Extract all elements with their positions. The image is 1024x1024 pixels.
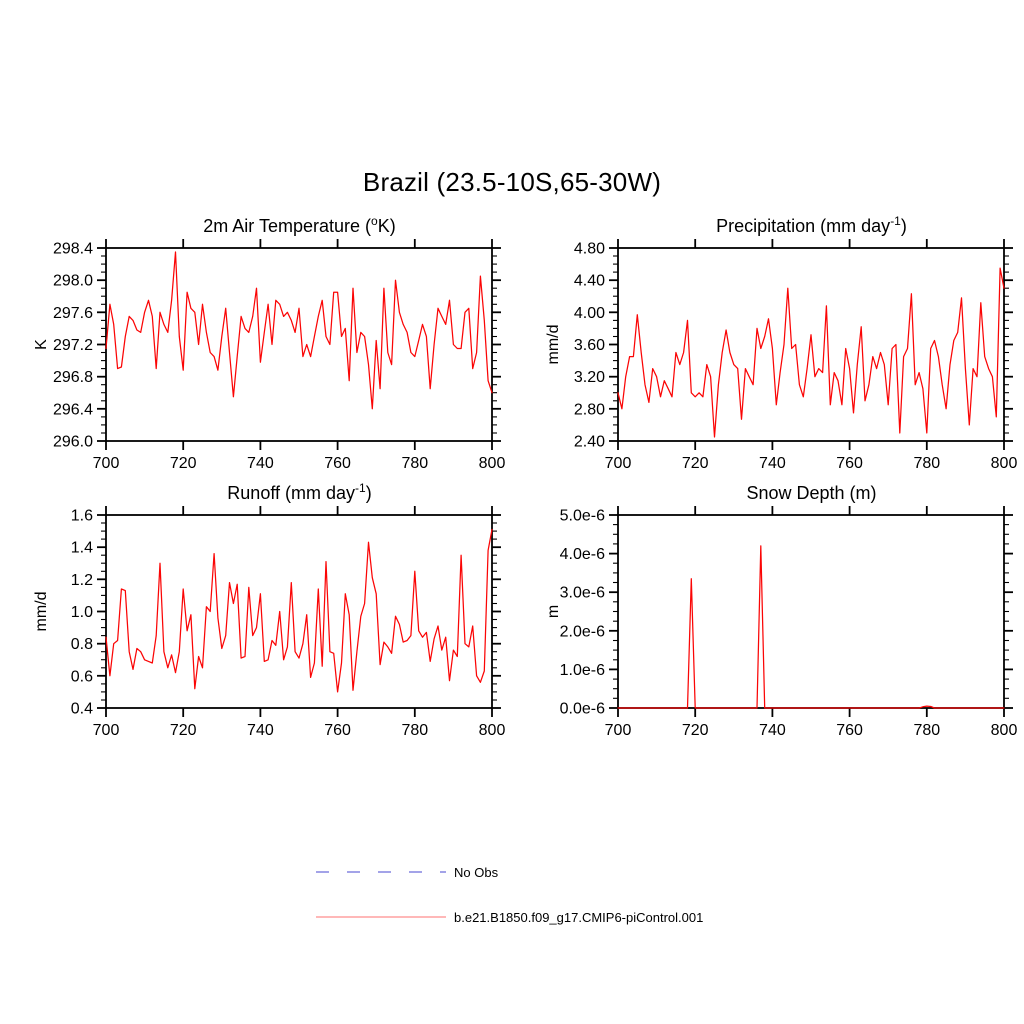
svg-text:296.4: 296.4 (52, 401, 93, 419)
panel-title-text: Snow Depth (m) (746, 483, 877, 503)
svg-text:3.20: 3.20 (573, 369, 605, 387)
svg-text:2.40: 2.40 (573, 433, 605, 451)
panel-title-text: Runoff (mm day (227, 483, 356, 503)
panel-runoff (0, 477, 512, 749)
no-obs-line-sample (315, 868, 447, 876)
svg-text:1.0e-6: 1.0e-6 (559, 661, 605, 679)
panel-title-text: ) (900, 216, 907, 236)
panel-temperature (0, 210, 512, 482)
series-line (618, 546, 1004, 708)
svg-text:297.2: 297.2 (52, 337, 93, 354)
y-axis (545, 508, 1013, 718)
svg-text:4.40: 4.40 (573, 272, 605, 290)
plot-frame (618, 248, 1004, 441)
plot-frame (618, 515, 1004, 708)
svg-text:760: 760 (836, 722, 863, 739)
x-axis (605, 506, 1018, 739)
svg-text:296.8: 296.8 (52, 369, 93, 387)
svg-text:1.2: 1.2 (70, 571, 93, 589)
svg-text:740: 740 (759, 722, 786, 739)
svg-text:1.0: 1.0 (70, 604, 93, 621)
legend-label-no-obs: No Obs (454, 864, 499, 880)
svg-text:800: 800 (990, 722, 1018, 739)
svg-text:720: 720 (681, 455, 709, 472)
svg-text:720: 720 (169, 455, 197, 472)
svg-text:780: 780 (913, 722, 941, 739)
svg-text:5.0e-6: 5.0e-6 (559, 507, 605, 525)
svg-text:297.6: 297.6 (52, 304, 93, 322)
panel-title-sup: -1 (355, 481, 366, 495)
svg-text:2.0e-6: 2.0e-6 (559, 623, 605, 641)
panel-title-sup: -1 (890, 214, 901, 228)
svg-text:4.00: 4.00 (573, 304, 605, 322)
plot-frame (106, 515, 492, 708)
svg-text:2.80: 2.80 (573, 401, 605, 419)
svg-text:0.8: 0.8 (70, 636, 93, 654)
svg-text:298.0: 298.0 (52, 272, 93, 290)
y-axis (33, 508, 501, 718)
temperature-chart (0, 210, 512, 482)
svg-text:780: 780 (401, 722, 429, 739)
figure-title: Brazil (23.5-10S,65-30W) (362, 167, 662, 197)
y-axis (545, 241, 1013, 451)
svg-text:1.4: 1.4 (70, 539, 93, 557)
svg-text:720: 720 (681, 722, 709, 739)
snow-depth-chart (512, 477, 1024, 749)
svg-text:3.0e-6: 3.0e-6 (559, 584, 605, 602)
svg-text:4.0e-6: 4.0e-6 (559, 546, 605, 564)
x-axis (93, 506, 506, 739)
svg-text:296.0: 296.0 (52, 433, 93, 451)
svg-text:760: 760 (836, 455, 863, 472)
panel-title-text: Precipitation (mm day (716, 216, 891, 236)
svg-text:780: 780 (913, 455, 941, 472)
svg-text:800: 800 (478, 455, 506, 472)
panel-title-text: K) (377, 216, 396, 236)
series-line (106, 530, 492, 692)
y-axis (33, 241, 501, 451)
svg-text:0.6: 0.6 (70, 668, 93, 686)
panel-title-text: ) (365, 483, 372, 503)
svg-text:700: 700 (92, 455, 120, 472)
svg-text:700: 700 (604, 722, 632, 739)
y-axis-label: K (33, 339, 50, 350)
panel-title-sup: o (371, 214, 378, 228)
x-axis (605, 239, 1018, 472)
svg-text:0.4: 0.4 (70, 700, 93, 718)
svg-text:800: 800 (990, 455, 1018, 472)
y-axis-label: mm/d (33, 591, 50, 632)
y-axis-label: m (545, 604, 562, 619)
svg-text:760: 760 (324, 455, 351, 472)
svg-text:780: 780 (401, 455, 429, 472)
svg-text:740: 740 (247, 455, 274, 472)
y-axis-label: mm/d (545, 324, 562, 365)
x-axis (93, 239, 506, 472)
svg-text:800: 800 (478, 722, 506, 739)
svg-text:720: 720 (169, 722, 197, 739)
legend-item-model (315, 908, 703, 926)
svg-text:1.6: 1.6 (70, 507, 93, 525)
legend-label-model: b.e21.B1850.f09_g17.CMIP6-piControl.001 (454, 909, 704, 925)
series-line (106, 252, 492, 409)
runoff-chart (0, 477, 512, 749)
svg-text:3.60: 3.60 (573, 337, 605, 354)
svg-text:740: 740 (247, 722, 274, 739)
svg-text:0.0e-6: 0.0e-6 (559, 700, 605, 718)
svg-text:760: 760 (324, 722, 351, 739)
svg-text:298.4: 298.4 (52, 240, 93, 258)
legend-item-no-obs (315, 863, 498, 881)
model-line-sample (315, 913, 447, 921)
series-line (618, 268, 1004, 437)
svg-text:740: 740 (759, 455, 786, 472)
panel-title-text: 2m Air Temperature ( (203, 216, 372, 236)
svg-text:4.80: 4.80 (573, 240, 605, 258)
panel-snow-depth (512, 477, 1024, 749)
svg-text:700: 700 (604, 455, 632, 472)
svg-text:700: 700 (92, 722, 120, 739)
panel-precipitation (512, 210, 1024, 482)
precipitation-chart (512, 210, 1024, 482)
